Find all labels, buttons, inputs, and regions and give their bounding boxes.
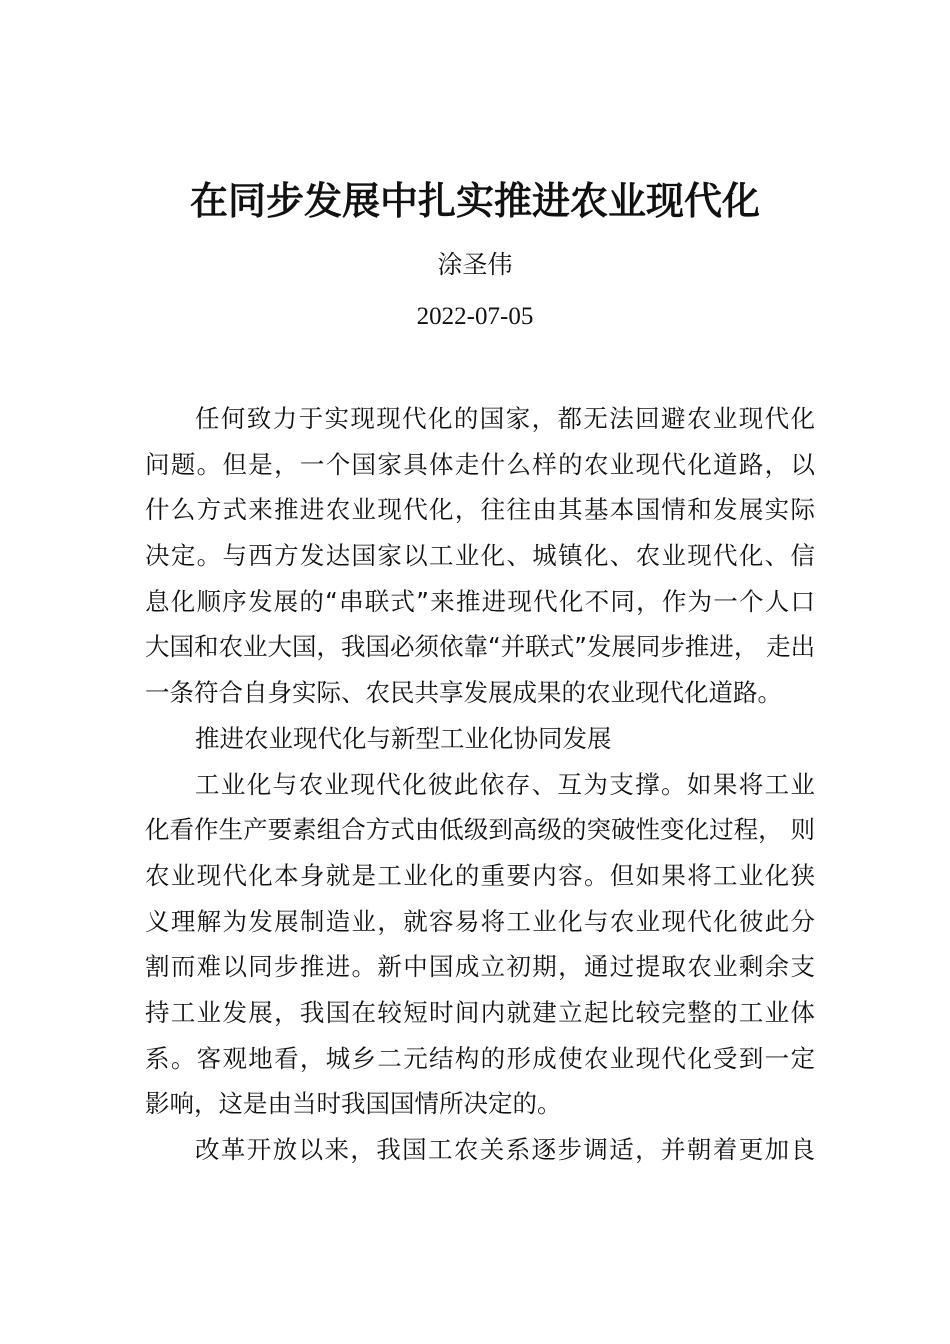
paragraph-line: 工业化与农业现代化彼此依存、互为支撑。如果将工业 — [195, 769, 815, 799]
article-author: 涂圣伟 — [437, 250, 513, 279]
section-heading: 推进农业现代化与新型工业化协同发展 — [195, 723, 612, 753]
paragraph-line: 什么方式来推进农业现代化，往往由其基本国情和发展实际 — [145, 495, 815, 525]
paragraph-line: 化看作生产要素组合方式由低级到高级的突破性变化过程， 则 — [145, 815, 815, 845]
paragraph-line: 决定。与西方发达国家以工业化、城镇化、农业现代化、信 — [145, 541, 815, 571]
paragraph-line: 息化顺序发展的“串联式”来推进现代化不同，作为一个人口 — [145, 586, 815, 616]
paragraph-line: 问题。但是，一个国家具体走什么样的农业现代化道路，以 — [145, 449, 815, 479]
paragraph-line: 农业现代化本身就是工业化的重要内容。但如果将工业化狭 — [145, 860, 815, 890]
paragraph-line: 任何致力于实现现代化的国家，都无法回避农业现代化 — [195, 404, 815, 433]
article-date: 2022-07-05 — [416, 303, 534, 330]
paragraph-line: 一条符合自身实际、农民共享发展成果的农业现代化道路。 — [145, 678, 782, 708]
paragraph-line: 义理解为发展制造业，就容易将工业化与农业现代化彼此分 — [145, 906, 815, 936]
paragraph-line: 改革开放以来，我国工农关系逐步调适，并朝着更加良 — [195, 1135, 815, 1164]
paragraph-line: 持工业发展，我国在较短时间内就建立起比较完整的工业体 — [145, 997, 815, 1027]
paragraph-line: 大国和农业大国，我国必须依靠“并联式”发展同步推进， 走出 — [145, 632, 816, 662]
article-title: 在同步发展中扎实推进农业现代化 — [189, 178, 760, 223]
paragraph-line: 影响，这是由当时我国国情所决定的。 — [145, 1089, 562, 1119]
paragraph-line: 割而难以同步推进。新中国成立初期，通过提取农业剩余支 — [145, 952, 815, 982]
paragraph-line: 系。客观地看，城乡二元结构的形成使农业现代化受到一定 — [145, 1043, 815, 1073]
article-body — [145, 396, 815, 1173]
